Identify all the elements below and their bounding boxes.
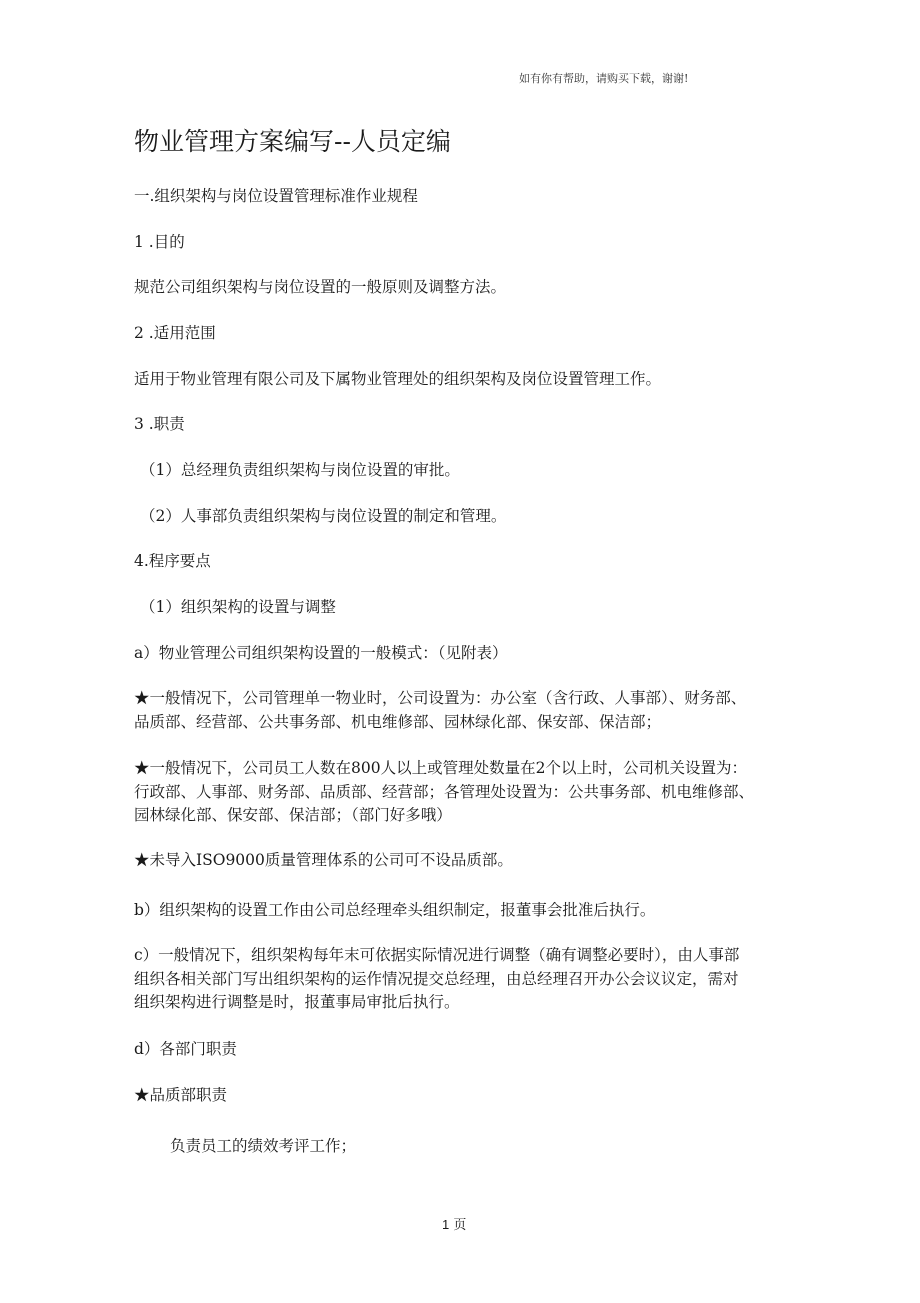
paragraph: ★一般情况下，公司员工人数在800人以上或管理处数量在2个以上时，公司机关设置为： [134,759,747,777]
subsection-heading: d）各部门职责 [134,1040,237,1058]
paragraph: a）物业管理公司组织架构设置的一般模式：（见附表） [134,644,508,662]
paragraph: 适用于物业管理有限公司及下属物业管理处的组织架构及岗位设置管理工作。 [134,370,662,388]
paragraph: 组织各相关部门写出组织架构的运作情况提交总经理，由总经理召开办公会议议定，需对 [134,970,739,988]
list-item: （1）组织架构的设置与调整 [140,598,336,616]
paragraph: 规范公司组织架构与岗位设置的一般原则及调整方法。 [134,278,507,296]
subsection-heading: ★品质部职责 [134,1086,228,1104]
paragraph: 行政部、人事部、财务部、品质部、经营部；各管理处设置为：公共事务部、机电维修部、 [134,783,755,801]
paragraph: b）组织架构的设置工作由公司总经理牵头组织制定，报董事会批准后执行。 [134,901,656,919]
page-number [442,1214,466,1233]
subsection-heading: 4.程序要点 [134,552,211,570]
page-number-suffix: 页 [453,1218,467,1233]
paragraph: 园林绿化部、保安部、保洁部；（部门好多哦） [134,806,452,824]
page-number-value: 1 [442,1217,450,1232]
list-item: （2）人事部负责组织架构与岗位设置的制定和管理。 [140,507,507,525]
document-title: 物业管理方案编写--人员定编 [134,127,451,156]
paragraph: ★未导入ISO9000质量管理体系的公司可不设品质部。 [134,851,513,869]
section-heading: 一.组织架构与岗位设置管理标准作业规程 [134,187,418,205]
subsection-heading: 3 .职责 [134,415,185,433]
subsection-heading: 2 .适用范围 [134,324,216,342]
paragraph: ★一般情况下，公司管理单一物业时，公司设置为：办公室（含行政、人事部）、财务部、 [134,689,747,707]
paragraph: c）一般情况下，组织架构每年末可依据实际情况进行调整（确有调整必要时），由人事部 [134,946,740,964]
paragraph: 组织架构进行调整是时，报董事局审批后执行。 [134,993,460,1011]
header-note: 如有你有帮助，请购买下载，谢谢! [519,72,689,85]
list-item: （1）总经理负责组织架构与岗位设置的审批。 [140,461,460,479]
paragraph: 负责员工的绩效考评工作； [170,1137,357,1155]
paragraph: 品质部、经营部、公共事务部、机电维修部、园林绿化部、保安部、保洁部； [134,713,662,731]
subsection-heading: 1 .目的 [134,233,185,251]
